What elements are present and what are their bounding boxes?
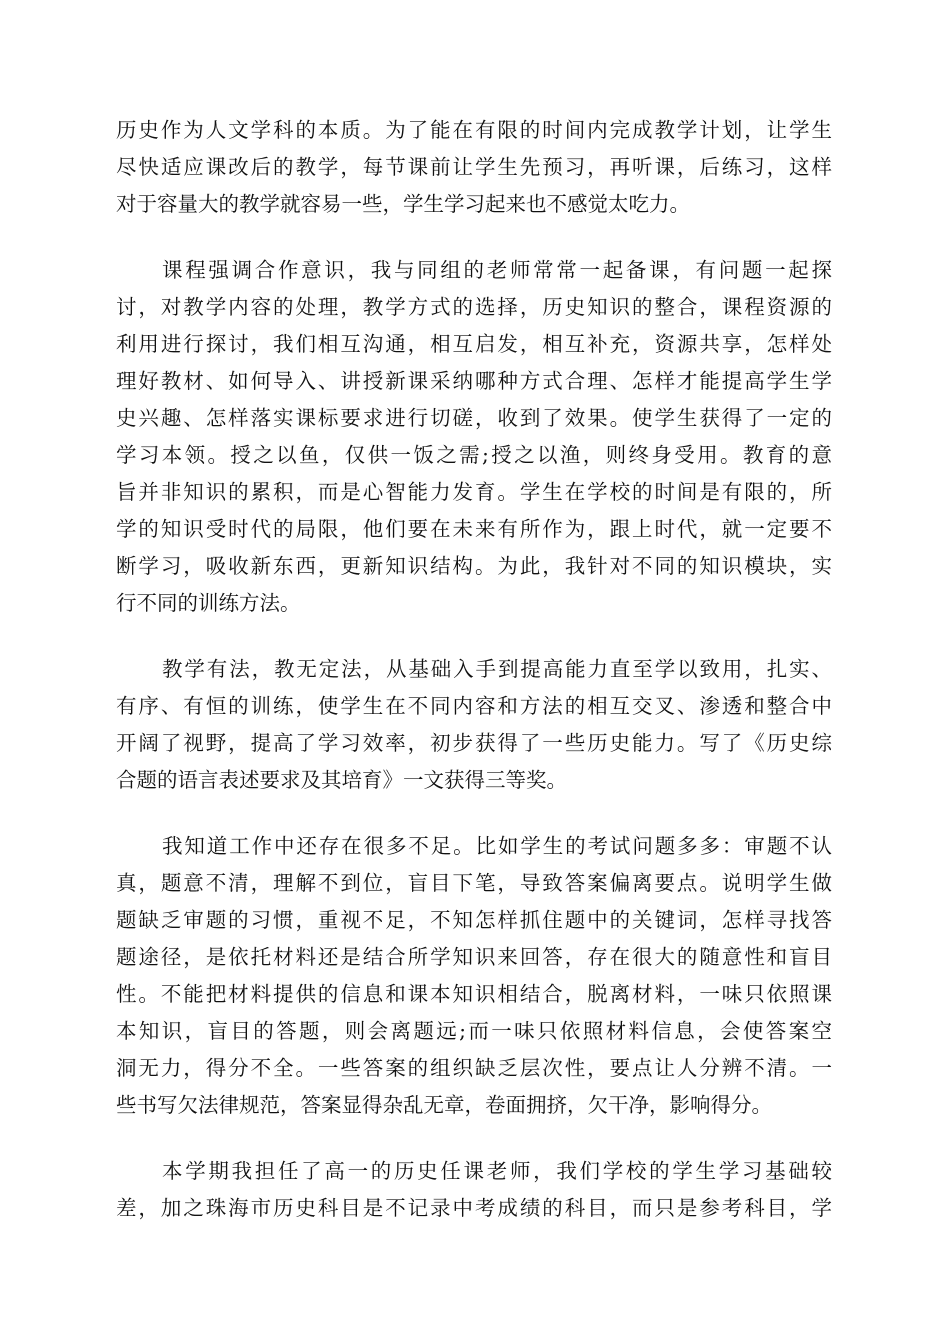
paragraph [116, 828, 832, 1124]
document-body [116, 112, 832, 1256]
paragraph [116, 1153, 832, 1227]
text-line: 课程强调合作意识，我与同组的老师常常一起备课，有问题一起探 [162, 258, 832, 282]
text-line: 对于容量大的教学就容易一些，学生学习起来也不感觉太吃力。 [116, 192, 690, 216]
paragraph [116, 252, 832, 622]
text-line: 本知识，盲目的答题，则会离题远;而一味只依照材料信息，会使答案空 [116, 1019, 832, 1043]
text-line: 开阔了视野，提高了学习效率，初步获得了一些历史能力。写了《历史综 [116, 731, 832, 755]
text-line: 利用进行探讨，我们相互沟通，相互启发，相互补充，资源共享，怎样处 [116, 332, 832, 356]
paragraph [116, 112, 832, 223]
text-line: 题缺乏审题的习惯，重视不足，不知怎样抓住题中的关键词，怎样寻找答 [116, 908, 832, 932]
text-line: 断学习，吸收新东西，更新知识结构。为此，我针对不同的知识模块，实 [116, 554, 832, 578]
text-line: 洞无力，得分不全。一些答案的组织缺乏层次性，要点让人分辨不清。一 [116, 1056, 832, 1080]
text-line: 我知道工作中还存在很多不足。比如学生的考试问题多多：审题不认 [162, 834, 832, 858]
text-line: 尽快适应课改后的教学，每节课前让学生先预习，再听课，后练习，这样 [116, 155, 832, 179]
text-line: 讨，对教学内容的处理，教学方式的选择，历史知识的整合，课程资源的 [116, 295, 832, 319]
text-line: 真，题意不清，理解不到位，盲目下笔，导致答案偏离要点。说明学生做 [116, 871, 832, 895]
text-line: 学习本领。授之以鱼，仅供一饭之需;授之以渔，则终身受用。教育的意 [116, 443, 832, 467]
text-line: 题途径，是依托材料还是结合所学知识来回答，存在很大的随意性和盲目 [116, 945, 832, 969]
text-line: 教学有法，教无定法，从基础入手到提高能力直至学以致用，扎实、 [162, 657, 832, 681]
text-line: 些书写欠法律规范，答案显得杂乱无章，卷面拥挤，欠干净，影响得分。 [116, 1093, 772, 1117]
text-line: 合题的语言表述要求及其培育》一文获得三等奖。 [116, 768, 567, 792]
text-line: 有序、有恒的训练，使学生在不同内容和方法的相互交叉、渗透和整合中 [116, 694, 832, 718]
text-line: 史兴趣、怎样落实课标要求进行切磋，收到了效果。使学生获得了一定的 [116, 406, 832, 430]
text-line: 历史作为人文学科的本质。为了能在有限的时间内完成教学计划，让学生 [116, 118, 832, 142]
text-line: 旨并非知识的累积，而是心智能力发育。学生在学校的时间是有限的，所 [116, 480, 832, 504]
text-line: 学的知识受时代的局限，他们要在未来有所作为，跟上时代，就一定要不 [116, 517, 832, 541]
text-line: 行不同的训练方法。 [116, 591, 301, 615]
text-line: 本学期我担任了高一的历史任课老师，我们学校的学生学习基础较 [162, 1159, 832, 1183]
text-line: 性。不能把材料提供的信息和课本知识相结合，脱离材料，一味只依照课 [116, 982, 832, 1006]
text-line: 理好教材、如何导入、讲授新课采纳哪种方式合理、怎样才能提高学生学 [116, 369, 832, 393]
text-line: 差，加之珠海市历史科目是不记录中考成绩的科目，而只是参考科目，学 [116, 1196, 832, 1220]
paragraph [116, 651, 832, 799]
